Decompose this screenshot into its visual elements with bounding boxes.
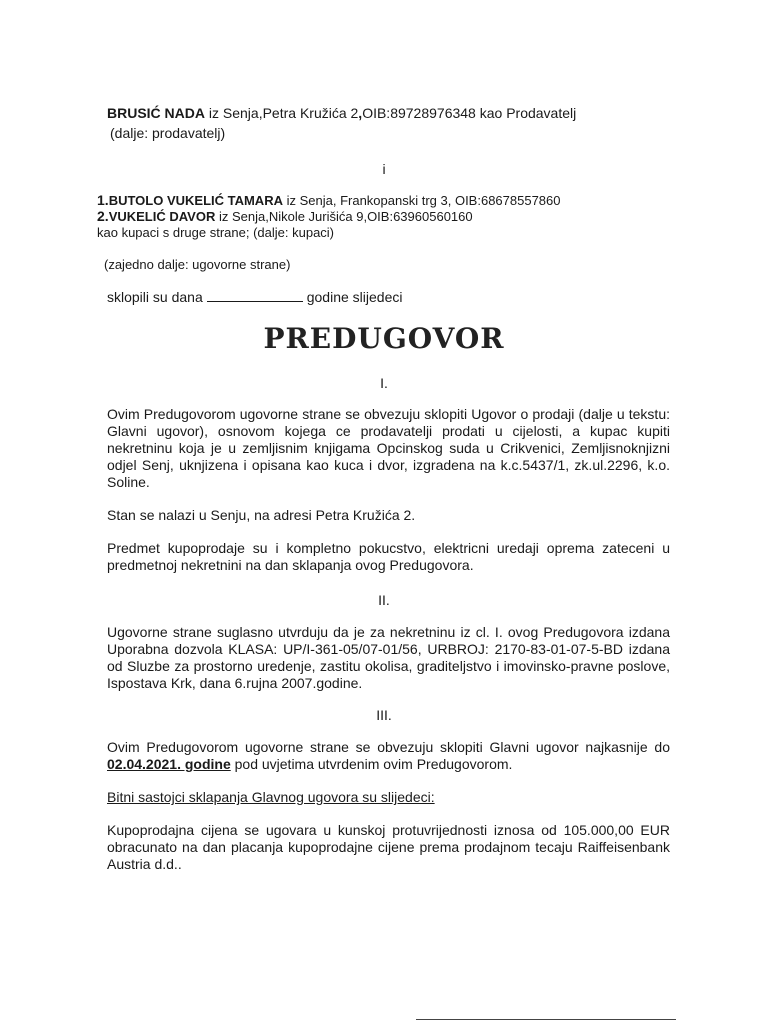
seller-address: iz Senja,Petra Kružića 2 <box>205 105 359 121</box>
buyer-1-line <box>97 192 561 209</box>
section-3-paragraph-1 <box>107 739 670 773</box>
section-1-heading: I. <box>380 375 388 391</box>
buyer-2-number: 2. <box>97 208 109 224</box>
buyer-1-details: iz Senja, Frankopanski trg 3, OIB:68678557860 <box>282 193 561 208</box>
together-note: (zajedno dalje: ugovorne strane) <box>104 257 291 272</box>
document-title: PREDUGOVOR <box>263 322 505 355</box>
concluded-after: godine slijedeci <box>306 289 403 305</box>
section-2-paragraph-1: Ugovorne strane suglasno utvrduju da je za nekretninu iz cl. I. ovog Predugovora izdana Uporabna dozvola KLASA: UP/I-361-05/07-01/56, URBROJ: 2170-83-01-07-5-BD izdana od Sluzbe za prostorno uredenje, zastitu okolisa, graditeljstvo i imovinsko-pravne poslove, Ispostava Krk, dana 6.rujna 2007.godine. <box>107 624 670 691</box>
buyer-1-name: BUTOLO VUKELIĆ TAMARA <box>108 193 283 208</box>
section-2-heading: II. <box>378 592 390 608</box>
concluded-before: sklopili su dana <box>107 289 203 305</box>
buyer-2-details: iz Senja,Nikole Jurišića 9,OIB:63960560160 <box>215 209 473 224</box>
conjunction: i <box>382 161 386 177</box>
date-blank-line <box>207 289 303 302</box>
buyers-alias: kao kupaci s druge strane; (dalje: kupaci) <box>97 225 335 240</box>
deadline-date: 02.04.2021. godine <box>107 756 231 772</box>
deadline-text-after: pod uvjetima utvrdenim ovim Predugovorom. <box>230 756 513 772</box>
section-1-paragraph-2: Stan se nalazi u Senju, na adresi Petra Kružića 2. <box>107 507 416 523</box>
buyer-1-number: 1. <box>97 192 109 208</box>
section-3-heading: III. <box>376 707 392 723</box>
footer-rule <box>416 1019 676 1020</box>
seller-line <box>107 105 576 122</box>
deadline-text-before: Ovim Predugovorom ugovorne strane se obvezuju sklopiti Glavni ugovor najkasnije do <box>107 739 670 755</box>
seller-name: BRUSIĆ NADA <box>107 105 205 121</box>
buyer-2-line <box>97 208 473 225</box>
seller-oib: OIB:89728976348 kao Prodavatelj <box>362 105 577 121</box>
concluded-line <box>107 289 402 306</box>
seller-alias: (dalje: prodavatelj) <box>110 125 226 141</box>
buyer-2-name: VUKELIĆ DAVOR <box>108 209 216 224</box>
section-1-paragraph-3: Predmet kupoprodaje su i kompletno pokucstvo, elektricni uredaji oprema zateceni u predmetnoj nekretnini na dan sklapanja ovog Predugovora. <box>107 540 670 573</box>
seller-comma: , <box>358 105 363 121</box>
section-1-paragraph-1: Ovim Predugovorom ugovorne strane se obvezuju sklopiti Ugovor o prodaji (dalje u tekstu: Glavni ugovor), osnovom kojega ce prodavatelji prodati u cijelosti, a kupac kupiti nekretninu koja je u zemljisnim knjigama Opcinskog suda u Crikvenici, Zemljisnoknjizni odjel Senj, uknjizena i opisana kao kuca i dvor, izgradena na k.c.5437/1, zk.ul.2296, k.o. Soline. <box>107 406 670 490</box>
section-3-subheading: Bitni sastojci sklapanja Glavnog ugovora su slijedeci: <box>107 789 435 805</box>
section-3-paragraph-2: Kupoprodajna cijena se ugovara u kunskoj protuvrijednosti iznosa od 105.000,00 EUR obracunato na dan placanja kupoprodajne cijene prema prodajnom tecaju Raiffeisenbank Austria d.d.. <box>107 822 670 872</box>
